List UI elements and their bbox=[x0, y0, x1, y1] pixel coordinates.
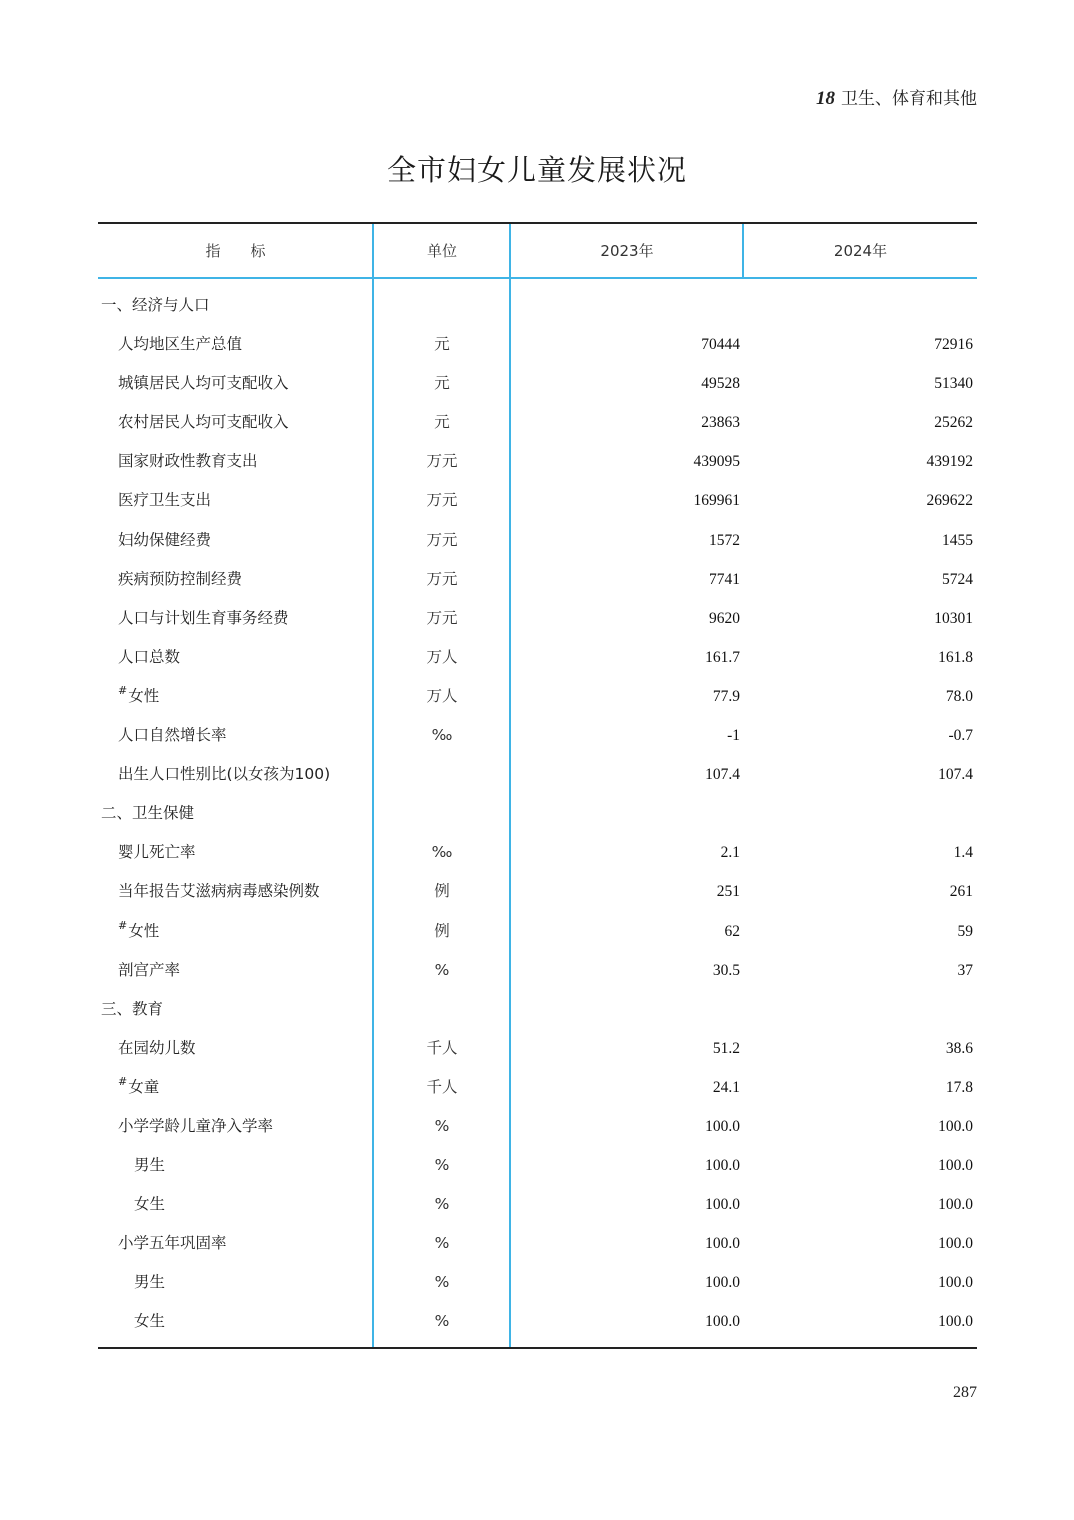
table-row bbox=[98, 1185, 977, 1224]
indicator-name: 人口总数 bbox=[118, 647, 181, 666]
indicator-name: 人均地区生产总值 bbox=[118, 335, 243, 354]
value-2024-cell: 100.0 bbox=[938, 1157, 973, 1175]
indicator-name: 小学五年巩固率 bbox=[118, 1234, 227, 1253]
table-body bbox=[98, 286, 977, 1342]
unit-cell: 万人 bbox=[426, 647, 458, 666]
indicator-name: 国家财政性教育支出 bbox=[118, 452, 258, 471]
value-2023-cell: 439095 bbox=[693, 453, 740, 471]
value-2024-cell: 100.0 bbox=[938, 1117, 973, 1135]
indicator-cell bbox=[118, 1107, 273, 1146]
indicator-name: 女童 bbox=[128, 1077, 160, 1096]
value-2024-cell: 10301 bbox=[934, 609, 973, 627]
value-2024-cell: 25262 bbox=[934, 414, 973, 432]
value-2024-cell: 78.0 bbox=[945, 687, 973, 705]
indicator-cell bbox=[134, 1146, 165, 1185]
indicator-name: 疾病预防控制经费 bbox=[118, 569, 243, 588]
value-2023-cell: 23863 bbox=[701, 414, 740, 432]
header-year-2024: 2024年 bbox=[833, 242, 888, 260]
chapter-name: 卫生、体育和其他 bbox=[841, 89, 977, 109]
indicator-cell bbox=[118, 872, 320, 911]
unit-cell: % bbox=[434, 960, 450, 979]
table-row bbox=[98, 872, 977, 911]
unit-cell: ‰ bbox=[431, 843, 453, 862]
value-2024-cell: 37 bbox=[957, 961, 973, 979]
unit-cell: 元 bbox=[434, 413, 450, 432]
value-2024-cell: 439192 bbox=[926, 453, 973, 471]
value-2023-cell: 77.9 bbox=[712, 687, 740, 705]
value-2023-cell: 100.0 bbox=[705, 1313, 740, 1331]
value-2024-cell: -0.7 bbox=[948, 727, 973, 745]
unit-cell: 千人 bbox=[426, 1077, 458, 1096]
value-2023-cell: 30.5 bbox=[712, 961, 740, 979]
unit-cell: 元 bbox=[434, 335, 450, 354]
value-2023-cell: 161.7 bbox=[705, 648, 740, 666]
table-row bbox=[98, 1302, 977, 1341]
value-2023-cell: 100.0 bbox=[705, 1274, 740, 1292]
table-row bbox=[98, 677, 977, 716]
indicator-cell bbox=[118, 521, 211, 560]
value-2024-cell: 5724 bbox=[942, 570, 973, 588]
table-row bbox=[98, 1029, 977, 1068]
table-row bbox=[98, 1263, 977, 1302]
indicator-name: 女性 bbox=[128, 686, 160, 705]
value-2024-cell: 100.0 bbox=[938, 1196, 973, 1214]
table-row bbox=[98, 638, 977, 677]
indicator-name: 当年报告艾滋病病毒感染例数 bbox=[118, 882, 320, 901]
indicator-name: 女性 bbox=[128, 921, 160, 940]
indicator-cell bbox=[118, 677, 159, 717]
unit-cell: % bbox=[434, 1312, 450, 1331]
indicator-cell bbox=[134, 1185, 165, 1224]
indicator-cell bbox=[101, 990, 163, 1029]
value-2024-cell: 269622 bbox=[926, 492, 973, 510]
indicator-cell bbox=[118, 951, 180, 990]
indicator-name: 医疗卫生支出 bbox=[118, 491, 212, 510]
page-title: 全市妇女儿童发展状况 bbox=[386, 153, 687, 187]
indicator-name: 农村居民人均可支配收入 bbox=[118, 413, 289, 432]
value-2023-cell: 100.0 bbox=[705, 1196, 740, 1214]
value-2024-cell: 1455 bbox=[942, 531, 973, 549]
unit-cell: ‰ bbox=[431, 726, 453, 745]
value-2023-cell: 1572 bbox=[709, 531, 740, 549]
indicator-cell bbox=[118, 442, 258, 481]
table-row bbox=[98, 481, 977, 520]
indicator-name: 三、教育 bbox=[101, 999, 164, 1018]
data-table bbox=[98, 222, 977, 1349]
indicator-name: 人口自然增长率 bbox=[118, 726, 227, 745]
table-row bbox=[98, 599, 977, 638]
indicator-cell bbox=[118, 1224, 227, 1263]
unit-cell: % bbox=[434, 1234, 450, 1253]
value-2024-cell: 17.8 bbox=[945, 1078, 973, 1096]
value-2024-cell: 107.4 bbox=[938, 766, 973, 784]
value-2023-cell: 251 bbox=[716, 883, 740, 901]
indicator-cell bbox=[118, 638, 180, 677]
value-2023-cell: -1 bbox=[727, 727, 740, 745]
section-row bbox=[98, 990, 977, 1029]
indicator-cell bbox=[118, 481, 211, 520]
indicator-cell bbox=[101, 286, 210, 325]
unit-cell: 元 bbox=[434, 374, 450, 393]
sub-item-mark: # bbox=[118, 918, 128, 932]
table-row bbox=[98, 951, 977, 990]
table-row bbox=[98, 833, 977, 872]
indicator-cell bbox=[134, 1302, 165, 1341]
value-2024-cell: 72916 bbox=[934, 336, 973, 354]
unit-cell: % bbox=[434, 1116, 450, 1135]
indicator-cell bbox=[118, 364, 289, 403]
table-row bbox=[98, 1146, 977, 1185]
indicator-cell bbox=[118, 403, 289, 442]
unit-cell: 万元 bbox=[426, 530, 458, 549]
sub-item-mark: # bbox=[118, 683, 128, 697]
table-row bbox=[98, 716, 977, 755]
unit-cell: 万元 bbox=[426, 608, 458, 627]
value-2024-cell: 100.0 bbox=[938, 1235, 973, 1253]
indicator-cell bbox=[118, 716, 227, 755]
table-row bbox=[98, 912, 977, 951]
value-2024-cell: 100.0 bbox=[938, 1274, 973, 1292]
indicator-cell bbox=[118, 1068, 159, 1108]
table-row bbox=[98, 1068, 977, 1107]
unit-cell: % bbox=[434, 1156, 450, 1175]
table-row bbox=[98, 1107, 977, 1146]
table-row bbox=[98, 1224, 977, 1263]
section-row bbox=[98, 286, 977, 325]
indicator-cell bbox=[118, 599, 289, 638]
table-row bbox=[98, 755, 977, 794]
value-2023-cell: 9620 bbox=[709, 609, 740, 627]
indicator-name: 出生人口性别比(以女孩为100) bbox=[118, 765, 331, 784]
value-2023-cell: 62 bbox=[724, 922, 740, 940]
indicator-cell bbox=[118, 1029, 196, 1068]
unit-cell: 万人 bbox=[426, 686, 458, 705]
indicator-name: 一、经济与人口 bbox=[101, 296, 210, 314]
value-2024-cell: 100.0 bbox=[938, 1313, 973, 1331]
unit-cell: 万元 bbox=[426, 569, 458, 588]
unit-cell: 万元 bbox=[426, 491, 458, 510]
value-2024-cell: 38.6 bbox=[945, 1039, 973, 1057]
table-row bbox=[98, 521, 977, 560]
table-row bbox=[98, 442, 977, 481]
indicator-cell bbox=[118, 755, 330, 794]
table-row bbox=[98, 560, 977, 599]
value-2023-cell: 107.4 bbox=[705, 766, 740, 784]
table-row bbox=[98, 403, 977, 442]
value-2023-cell: 7741 bbox=[709, 570, 740, 588]
indicator-name: 二、卫生保健 bbox=[101, 804, 195, 823]
table-row bbox=[98, 325, 977, 364]
value-2024-cell: 1.4 bbox=[953, 844, 973, 862]
chapter-header bbox=[816, 84, 977, 110]
indicator-name: 妇幼保健经费 bbox=[118, 530, 212, 549]
header-unit: 单位 bbox=[426, 242, 457, 260]
indicator-name: 男生 bbox=[134, 1273, 166, 1292]
indicator-name: 女生 bbox=[134, 1312, 166, 1331]
indicator-name: 婴儿死亡率 bbox=[118, 843, 196, 862]
page-number: 287 bbox=[953, 1384, 977, 1401]
value-2023-cell: 100.0 bbox=[705, 1117, 740, 1135]
value-2024-cell: 59 bbox=[957, 922, 973, 940]
sub-item-mark: # bbox=[118, 1074, 128, 1088]
value-2024-cell: 51340 bbox=[934, 375, 973, 393]
unit-cell: % bbox=[434, 1273, 450, 1292]
chapter-number: 18 bbox=[816, 88, 835, 109]
section-row bbox=[98, 794, 977, 833]
indicator-cell bbox=[118, 325, 242, 364]
header-indicator: 指 标 bbox=[205, 242, 266, 260]
value-2023-cell: 169961 bbox=[693, 492, 740, 510]
indicator-name: 城镇居民人均可支配收入 bbox=[118, 374, 289, 393]
indicator-cell bbox=[134, 1263, 165, 1302]
indicator-cell bbox=[118, 833, 196, 872]
unit-cell: 万元 bbox=[426, 452, 458, 471]
value-2023-cell: 24.1 bbox=[712, 1078, 740, 1096]
header-year-2023: 2023年 bbox=[600, 242, 654, 260]
table-bottom-rule bbox=[98, 1347, 977, 1349]
value-2023-cell: 70444 bbox=[701, 336, 740, 354]
value-2023-cell: 2.1 bbox=[720, 844, 740, 862]
table-row bbox=[98, 364, 977, 403]
indicator-name: 在园幼儿数 bbox=[118, 1038, 196, 1057]
value-2023-cell: 100.0 bbox=[705, 1157, 740, 1175]
indicator-name: 小学学龄儿童净入学率 bbox=[118, 1116, 274, 1135]
indicator-name: 男生 bbox=[134, 1156, 166, 1175]
indicator-cell bbox=[118, 912, 159, 952]
unit-cell: 千人 bbox=[426, 1038, 458, 1057]
value-2024-cell: 161.8 bbox=[938, 648, 973, 666]
indicator-cell bbox=[118, 560, 242, 599]
value-2023-cell: 49528 bbox=[701, 375, 740, 393]
unit-cell: 例 bbox=[434, 882, 450, 901]
indicator-name: 剖宫产率 bbox=[118, 960, 181, 979]
value-2023-cell: 51.2 bbox=[712, 1039, 740, 1057]
indicator-name: 人口与计划生育事务经费 bbox=[118, 608, 289, 627]
value-2023-cell: 100.0 bbox=[705, 1235, 740, 1253]
unit-cell: 例 bbox=[434, 921, 450, 940]
unit-cell: % bbox=[434, 1195, 450, 1214]
indicator-name: 女生 bbox=[134, 1195, 166, 1214]
value-2024-cell: 261 bbox=[949, 883, 973, 901]
indicator-cell bbox=[101, 794, 194, 833]
